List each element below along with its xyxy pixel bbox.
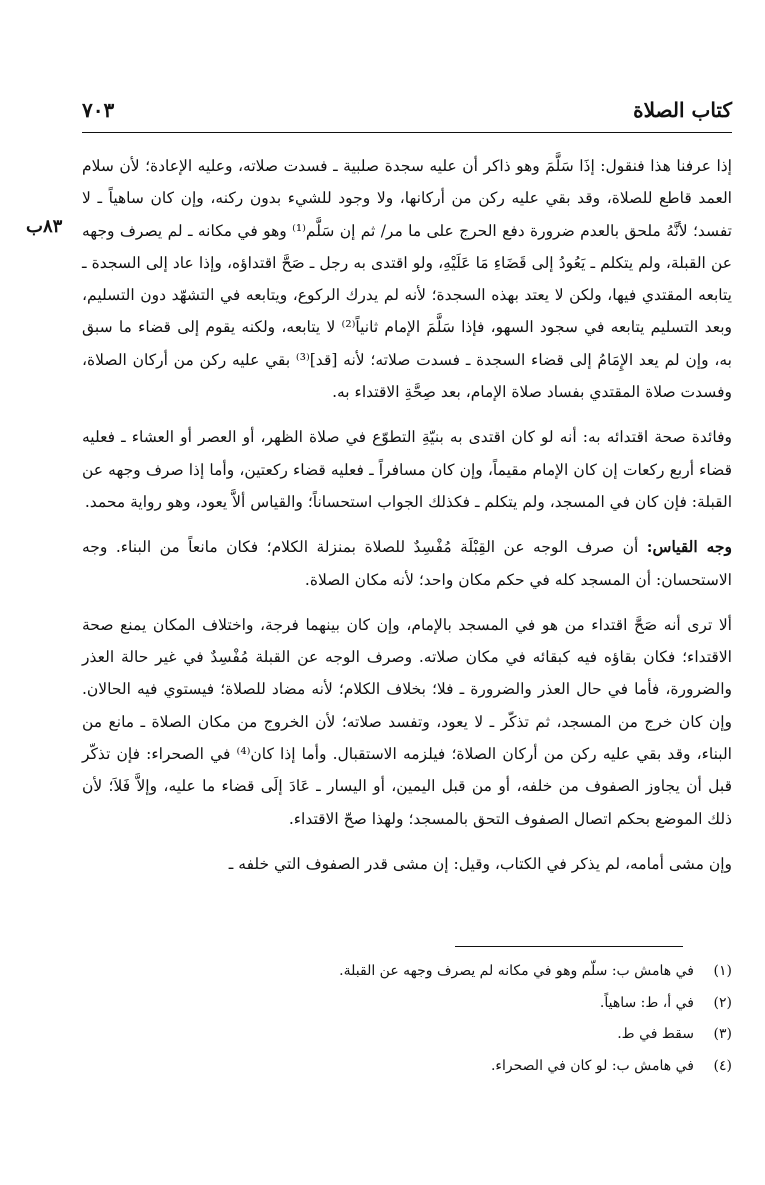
paragraph-3-term: وجه القياس: [646,537,733,557]
footnote-2 [82,988,732,1020]
paragraph-3 [82,531,732,596]
footnote-2-text: في أ، ط: ساهياً. [599,994,694,1011]
footnote-3 [82,1019,732,1051]
footnote-4-text: في هامش ب: لو كان في الصحراء. [490,1057,694,1074]
footnotes [82,956,732,1082]
footnote-1 [82,956,732,988]
footnote-2-number: (٢) [713,994,732,1011]
manuscript-folio-marker: ٨٣ب [26,216,63,237]
page-header [82,92,732,133]
paragraph-3-text: أن صرف الوجه عن القِبْلَة مُفْسِدٌ للصلاة بمنزلة الكلام؛ فكان مانعاً من البناء. وجه الاستحسان: أن المسجد كله في حكم مكان واحد؛ لأنه مكان الصلاة. [82,538,732,589]
footnote-4-number: (٤) [713,1057,732,1074]
footnote-4 [82,1051,732,1083]
paragraph-1: إذا عرفنا هذا فنقول: إذَا سَلَّمَ وهو ذاكر أن عليه سجدة صلبية ـ فسدت صلاته، وعليه الإعادة؛ لأن سلام العمد قاطع للصلاة، وقد بقي عليه ركن من أركانها، ولا وجود للشيء بدون ركنه، وإن كان ساهياً ـ لا تفسد؛ لأنَّهُ ملحق بالعدم ضرورة دفع الحرج على ما مر/ ثم إن سَلَّم⁽¹⁾ وهو في مكانه ـ لم يصرف وجهه عن القبلة، ولم يتكلم ـ يَعُودُ إلى قَضَاءِ مَا عَلَيْهِ، ولو اقتدى به رجل ـ صَحَّ اقتداؤه، وإذا عاد إلى السجدة ـ يتابعه المقتدي فيها، ولكن لا يعتد بهذه السجدة؛ لأنه لم يدرك الركوع، ويتابعه في التشهّد دون التسليم، وبعد التسليم يتابعه في سجود السهو، فإذا سَلَّمَ الإمام ثانياً⁽²⁾ لا يتابعه، ولكنه يقوم إلى قضاء ما سبق به، وإن لم يعد الإِمَامُ إلى قضاء السجدة ـ فسدت صلاته؛ لأنه [قد]⁽³⁾ بقي عليه ركن من أركان الصلاة، وفسدت صلاة المقتدي بفساد صلاة الإمام، بعد صِحَّةِ الاقتداء به. [82,157,732,402]
paragraph-2: وفائدة صحة اقتدائه به: أنه لو كان اقتدى به بنيّةِ التطوّع في صلاة الظهر، أو العصر أو العشاء ـ فعليه قضاء أربع ركعات إن كان الإمام مقيماً، وإن كان مسافراً ـ فعليه قضاء ركعتين، وأما إذا صرف وجهه عن القبلة: فإن كان في المسجد، ولم يتكلم ـ فكذلك الجواب استحساناً؛ والقياس ألاَّ يعود، وهو رواية محمد. [82,428,732,511]
main-text [82,150,732,880]
paragraph-5: وإن مشى أمامه، لم يذكر في الكتاب، وقيل: إن مشى قدر الصفوف التي خلفه ـ [228,854,732,873]
footnote-3-number: (٣) [713,1026,732,1043]
page-number: ٧٠٣ [82,98,115,122]
footnote-3-text: سقط في ط. [617,1026,694,1043]
paragraph-4: ألا ترى أنه صَحَّ اقتداء من هو في المسجد بالإمام، وإن كان بينهما فرجة، واختلاف المكان يمنع صحة الاقتداء؛ فكان بقاؤه فيه كبقائه في مكان صلاته. وصرف الوجه عن القبلة مُفْسِدٌ في غير حالة العذر والضرورة، فأما في حال العذر والضرورة ـ فلا؛ بخلاف الكلام؛ لأنه مضاد للصلاة؛ فيستوي فيه الحالان. وإن كان خرج من المسجد، ثم تذكّر ـ لا يعود، وتفسد صلاته؛ لأن الخروج من مكان الصلاة ـ مانع من البناء، وقد بقي عليه ركن من أركان الصلاة؛ فيلزمه الاستقبال. وأما إذا كان⁽⁴⁾ في الصحراء: فإن تذكّر قبل أن يجاوز الصفوف من خلفه، أو من قبل اليمين، أو اليسار ـ عَادَ إلَى قضاء ما عليه، وإلاَّ فَلاَ؛ لأن ذلك الموضع بحكم اتصال الصفوف التحق بالمسجد؛ ولهذا صحّ الاقتداء. [82,615,732,828]
footnote-1-number: (١) [713,963,732,979]
footnote-1-text: في هامش ب: سلّم وهو في مكانه لم يصرف وجهه عن القبلة. [339,963,694,979]
footnote-separator [455,946,683,947]
running-title: كتاب الصلاة [633,98,732,122]
